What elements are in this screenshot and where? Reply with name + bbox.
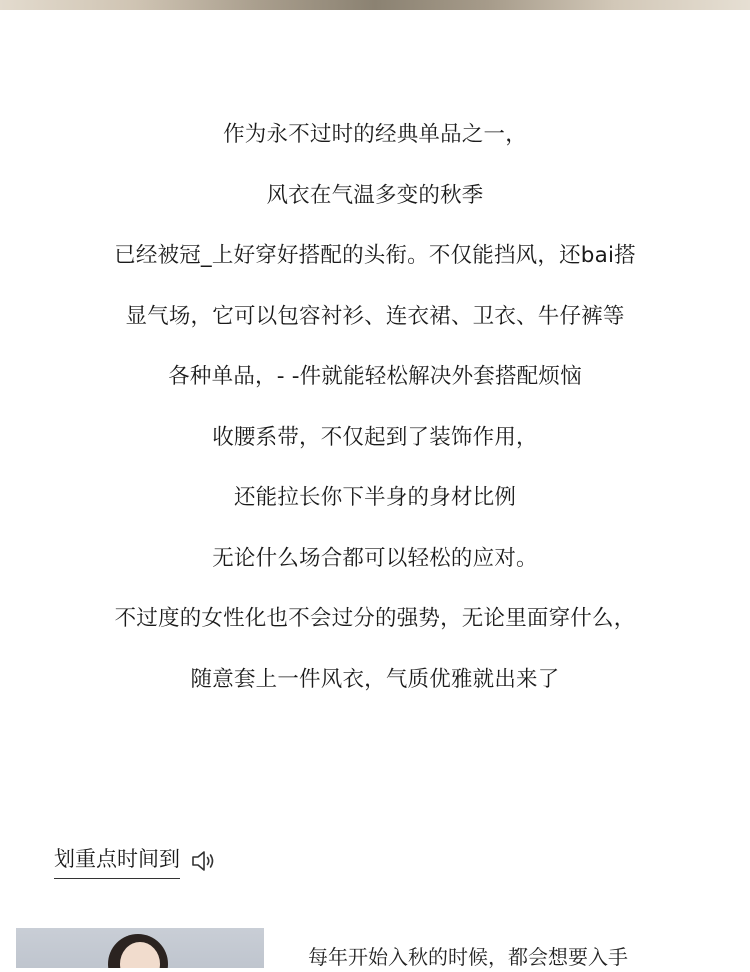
description-line: 作为永不过时的经典单品之一， [223,122,527,147]
section-title: 划重点时间到 [54,844,180,879]
description-line: 还能拉长你下半身的身材比例 [233,485,517,510]
model-photo [16,928,264,968]
section-heading [54,843,218,879]
description-line: 显气场，它可以包容衬衫、连衣裙、卫衣、牛仔裤等 [125,303,625,329]
description-line: 风衣在气温多变的秋季 [266,182,484,208]
teaser-text: 每年开始入秋的时候，都会想要入手 [308,945,628,969]
description-line: 无论什么场合都可以轻松的应对。 [212,545,538,571]
description-line: 各种单品，- -件就能轻松解决外套搭配烦恼 [168,364,582,389]
description-line: 不过度的女性化也不会过分的强势，无论里面穿什么， [114,606,636,631]
product-description [0,105,750,710]
speaker-icon [190,848,218,874]
description-line: 收腰系带，不仅起到了装饰作用， [212,424,538,450]
description-line: 已经被冠_上好穿好搭配的头衔。不仅能挡风，还bai搭 [114,243,636,268]
top-product-image-edge [0,0,750,10]
description-line: 随意套上一件风衣，气质优雅就出来了 [190,666,560,692]
